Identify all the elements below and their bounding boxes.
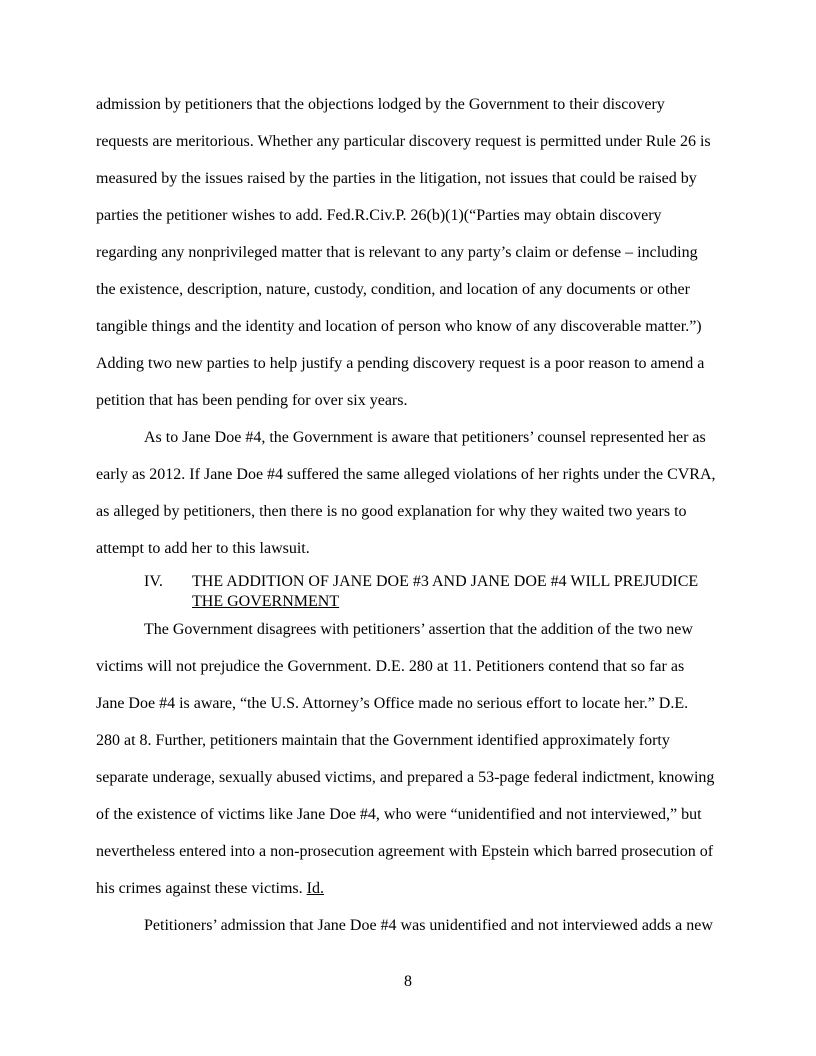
text-line: victims will not prejudice the Government. D.E. 280 at 11. Petitioners contend that so far as [96, 658, 685, 675]
paragraph-2 [96, 426, 722, 574]
section-title-line-1: THE ADDITION OF JANE DOE #3 AND JANE DOE #4 WILL PREJUDICE [192, 573, 699, 590]
paragraph-4 [96, 914, 722, 951]
text-line: regarding any nonprivileged matter that is relevant to any party’s claim or defense – including [96, 244, 698, 261]
text-line: The Government disagrees with petitioners’ assertion that the addition of the two new [144, 621, 693, 638]
section-title [192, 572, 698, 612]
section-heading [96, 572, 722, 618]
citation-id: Id. [306, 880, 324, 897]
text-line [96, 877, 722, 914]
text-line: of the existence of victims like Jane Doe #4, who were “unidentified and not interviewed,” but [96, 806, 702, 823]
paragraph-1 [96, 93, 722, 426]
section-title-line-2: THE GOVERNMENT [192, 593, 340, 610]
text-line: tangible things and the identity and location of person who know of any discoverable matter.”) [96, 318, 702, 335]
text-line: early as 2012. If Jane Doe #4 suffered the same alleged violations of her rights under the CVRA, [96, 466, 716, 483]
text-segment: his crimes against these victims. [96, 880, 307, 897]
text-line: 280 at 8. Further, petitioners maintain that the Government identified approximately forty [96, 732, 670, 749]
text-line: as alleged by petitioners, then there is no good explanation for why they waited two years to [96, 503, 687, 520]
text-line: attempt to add her to this lawsuit. [96, 540, 310, 557]
text-line: admission by petitioners that the objections lodged by the Government to their discovery [96, 96, 665, 113]
text-line: measured by the issues raised by the parties in the litigation, not issues that could be raised by [96, 170, 697, 187]
document-body [96, 93, 722, 951]
text-line: requests are meritorious. Whether any particular discovery request is permitted under Rule 26 is [96, 133, 711, 150]
page-number: 8 [404, 973, 412, 990]
paragraph-3 [96, 618, 722, 914]
text-line: Jane Doe #4 is aware, “the U.S. Attorney’s Office made no serious effort to locate her.” D.E. [96, 695, 689, 712]
text-line: As to Jane Doe #4, the Government is aware that petitioners’ counsel represented her as [144, 429, 706, 446]
text-line: Petitioners’ admission that Jane Doe #4 was unidentified and not interviewed adds a new [144, 917, 713, 934]
text-line: Adding two new parties to help justify a pending discovery request is a poor reason to amend a [96, 355, 705, 372]
text-line: separate underage, sexually abused victims, and prepared a 53-page federal indictment, knowing [96, 769, 715, 786]
text-line: the existence, description, nature, custody, condition, and location of any documents or other [96, 281, 690, 298]
text-line: parties the petitioner wishes to add. Fed.R.Civ.P. 26(b)(1)(“Parties may obtain discovery [96, 207, 662, 224]
section-numeral: IV. [144, 573, 163, 590]
text-line: nevertheless entered into a non-prosecution agreement with Epstein which barred prosecution of [96, 843, 714, 860]
text-line: petition that has been pending for over six years. [96, 392, 408, 409]
